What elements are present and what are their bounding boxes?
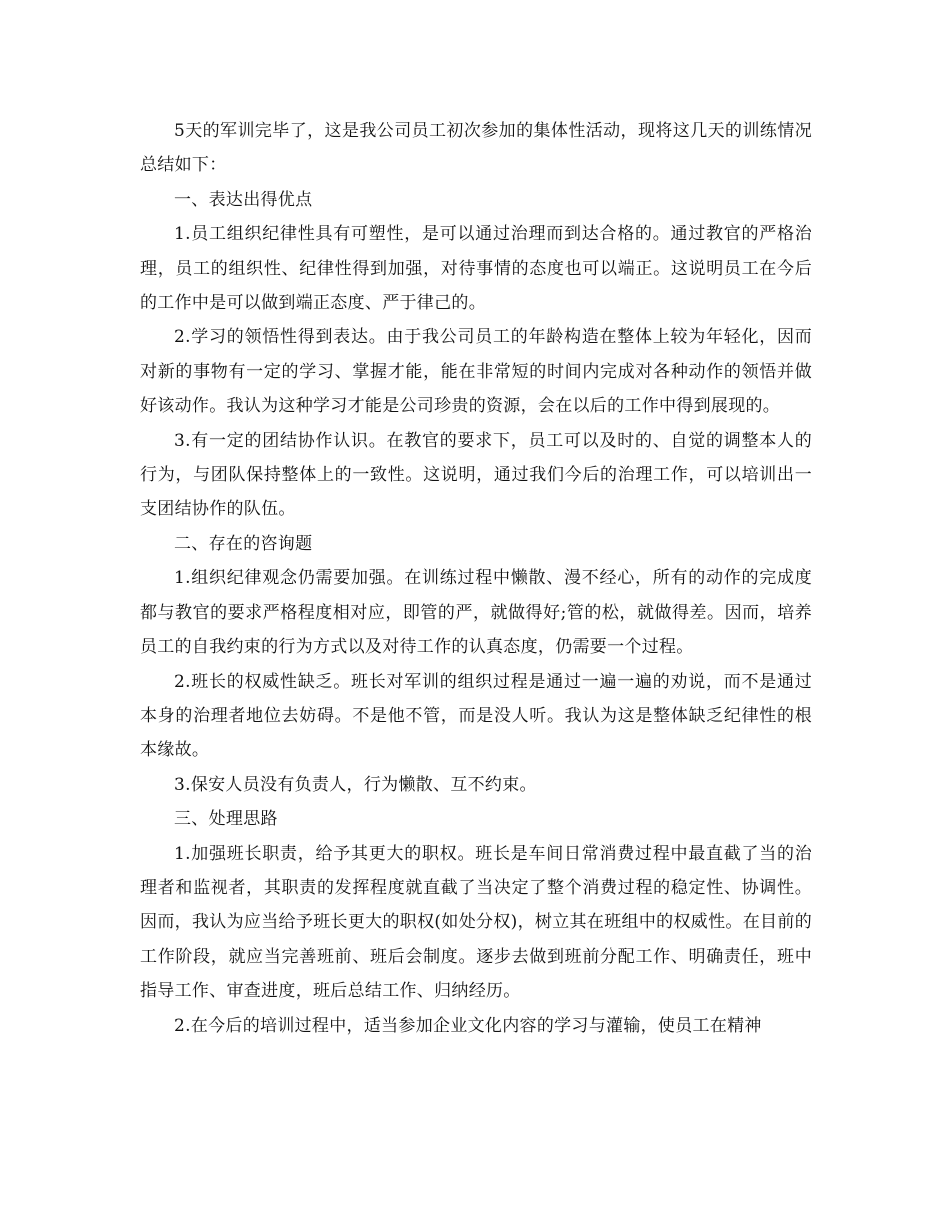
section-heading-solutions: 三、处理思路 [174,809,278,830]
intro-paragraph: 5天的军训完毕了，这是我公司员工初次参加的集体性活动，现将这几天的训练情况总结如下： [140,121,812,176]
section-heading-strengths: 一、表达出得优点 [174,189,313,210]
strength-item-2: 2.学习的领悟性得到表达。由于我公司员工的年龄构造在整体上较为年轻化，因而对新的事物有一定的学习、掌握才能，能在非常短的时间内完成对各种动作的领悟并做好该动作。我认为这种学习才能是公司珍贵的资源，会在以后的工作中得到展现的。 [140,327,812,417]
problem-item-1: 1.组织纪律观念仍需要加强。在训练过程中懒散、漫不经心，所有的动作的完成度都与教官的要求严格程度相对应，即管的严，就做得好;管的松，就做得差。因而，培养员工的自我约束的行为方式以及对待工作的认真态度，仍需要一个过程。 [140,568,812,658]
problem-item-3: 3.保安人员没有负责人，行为懒散、互不约束。 [174,774,537,795]
problem-item-2: 2.班长的权威性缺乏。班长对军训的组织过程是通过一遍一遍的劝说，而不是通过本身的治理者地位去妨碍。不是他不管，而是没人听。我认为这是整体缺乏纪律性的根本缘故。 [140,671,812,761]
solution-item-1: 1.加强班长职责，给予其更大的职权。班长是车间日常消费过程中最直截了当的治理者和监视者，其职责的发挥程度就直截了当决定了整个消费过程的稳定性、协调性。因而，我认为应当给予班长更大的职权(如处分权)，树立其在班组中的权威性。在目前的工作阶段，就应当完善班前、班后会制度。逐步去做到班前分配工作、明确责任，班中指导工作、审查进度，班后总结工作、归纳经历。 [140,843,812,1002]
document-body [140,114,812,1043]
strength-item-3: 3.有一定的团结协作认识。在教官的要求下，员工可以及时的、自觉的调整本人的行为，与团队保持整体上的一致性。这说明，通过我们今后的治理工作，可以培训出一支团结协作的队伍。 [140,430,812,520]
strength-item-1: 1.员工组织纪律性具有可塑性，是可以通过治理而到达合格的。通过教官的严格治理，员工的组织性、纪律性得到加强，对待事情的态度也可以端正。这说明员工在今后的工作中是可以做到端正态度、严于律己的。 [140,224,812,314]
section-heading-problems: 二、存在的咨询题 [174,533,313,554]
solution-item-2: 2.在今后的培训过程中，适当参加企业文化内容的学习与灌输，使员工在精神 [174,1015,762,1036]
